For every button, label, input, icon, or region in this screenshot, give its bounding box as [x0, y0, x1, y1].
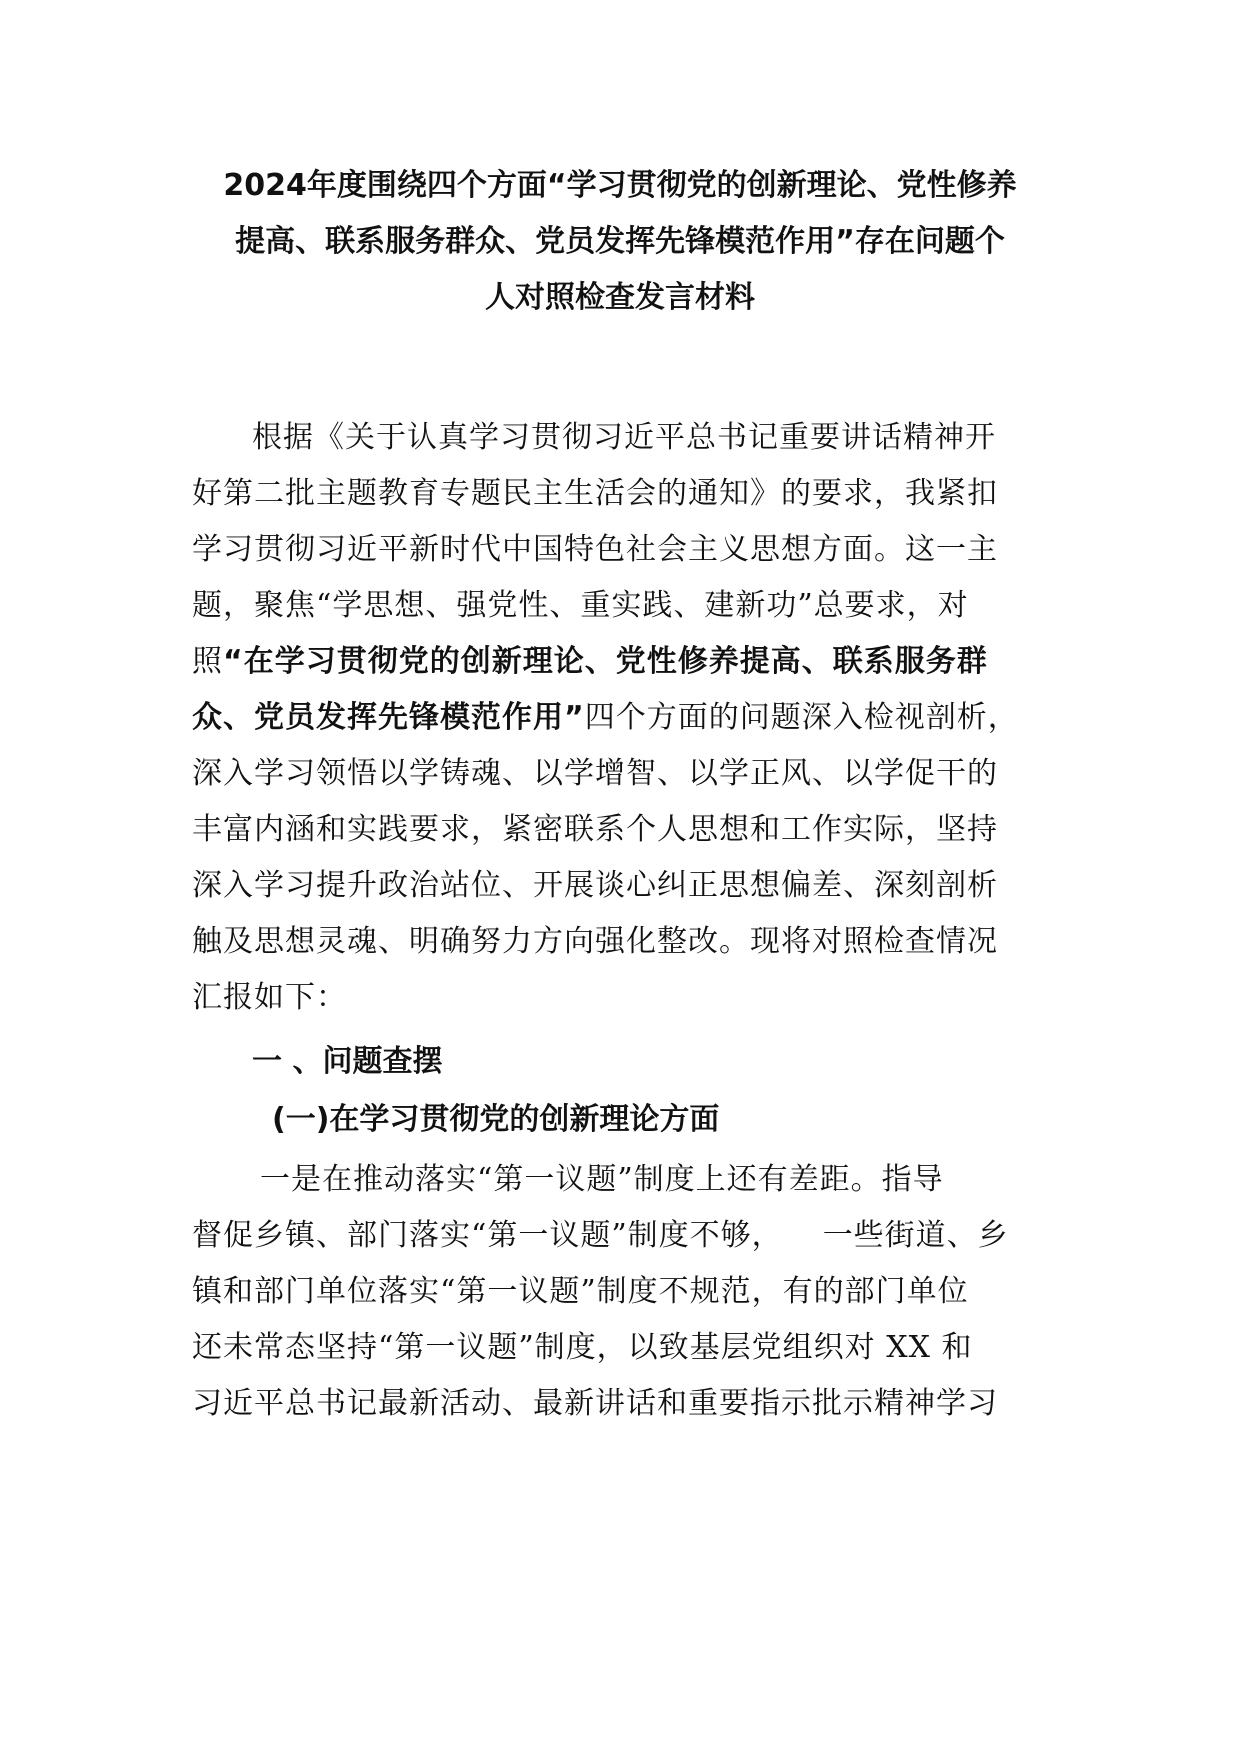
- title-line: 提高、联系服务群众、党员发挥先锋模范作用”存在问题个: [235, 224, 1005, 259]
- text-line: 一是在推动落实“第一议题”制度上还有差距。指导: [260, 1162, 944, 1197]
- issue-paragraph: [192, 1152, 1052, 1432]
- text-line: 好第二批主题教育专题民主生活会的通知》的要求，我紧扣: [192, 476, 998, 511]
- document-title: [190, 158, 1050, 326]
- section-heading: 一 、问题查摆: [252, 1044, 443, 1079]
- text-line: 题，聚焦“学思想、强党性、重实践、建新功”总要求，对: [192, 588, 969, 623]
- text-line: 深入学习领悟以学铸魂、以学增智、以学正风、以学促干的: [192, 756, 998, 791]
- text-line: 深入学习提升政治站位、开展谈心纠正思想偏差、深刻剖析: [192, 868, 998, 903]
- subsection-heading: (一)在学习贯彻党的创新理论方面: [272, 1102, 720, 1137]
- text-line: [192, 634, 1052, 690]
- bold-text-fragment: 众、党员发挥先锋模范作用”: [192, 700, 585, 735]
- text-line: 根据《关于认真学习贯彻习近平总书记重要讲话精神开: [252, 420, 996, 455]
- text-fragment: 照: [192, 644, 223, 679]
- text-line: 镇和部门单位落实“第一议题”制度不规范，有的部门单位: [192, 1274, 969, 1309]
- title-line: 人对照检查发言材料: [485, 280, 755, 315]
- text-line: [192, 1208, 1052, 1264]
- text-line: 触及思想灵魂、明确努力方向强化整改。现将对照检查情况: [192, 924, 998, 959]
- text-fragment: 四个方面的问题深入检视剖析，: [584, 700, 1019, 735]
- text-line: 丰富内涵和实践要求，紧密联系个人思想和工作实际，坚持: [192, 812, 998, 847]
- title-line: 2024年度围绕四个方面“学习贯彻党的创新理论、党性修养: [223, 168, 1017, 203]
- text-line: 学习贯彻习近平新时代中国特色社会主义思想方面。这一主: [192, 532, 998, 567]
- text-fragment: 督促乡镇、部门落实“第一议题”制度不够，: [192, 1218, 783, 1253]
- text-line: 汇报如下：: [192, 980, 347, 1015]
- intro-paragraph: [192, 410, 1052, 1026]
- bold-text-fragment: “在学习贯彻党的创新理论、党性修养提高、联系服务群: [223, 644, 988, 679]
- text-line: 习近平总书记最新活动、最新讲话和重要指示批示精神学习: [192, 1386, 998, 1421]
- text-line: [192, 690, 1052, 746]
- text-line: 还未常态坚持“第一议题”制度，以致基层党组织对 XX 和: [192, 1330, 973, 1365]
- text-fragment: 一些街道、乡: [822, 1218, 1009, 1253]
